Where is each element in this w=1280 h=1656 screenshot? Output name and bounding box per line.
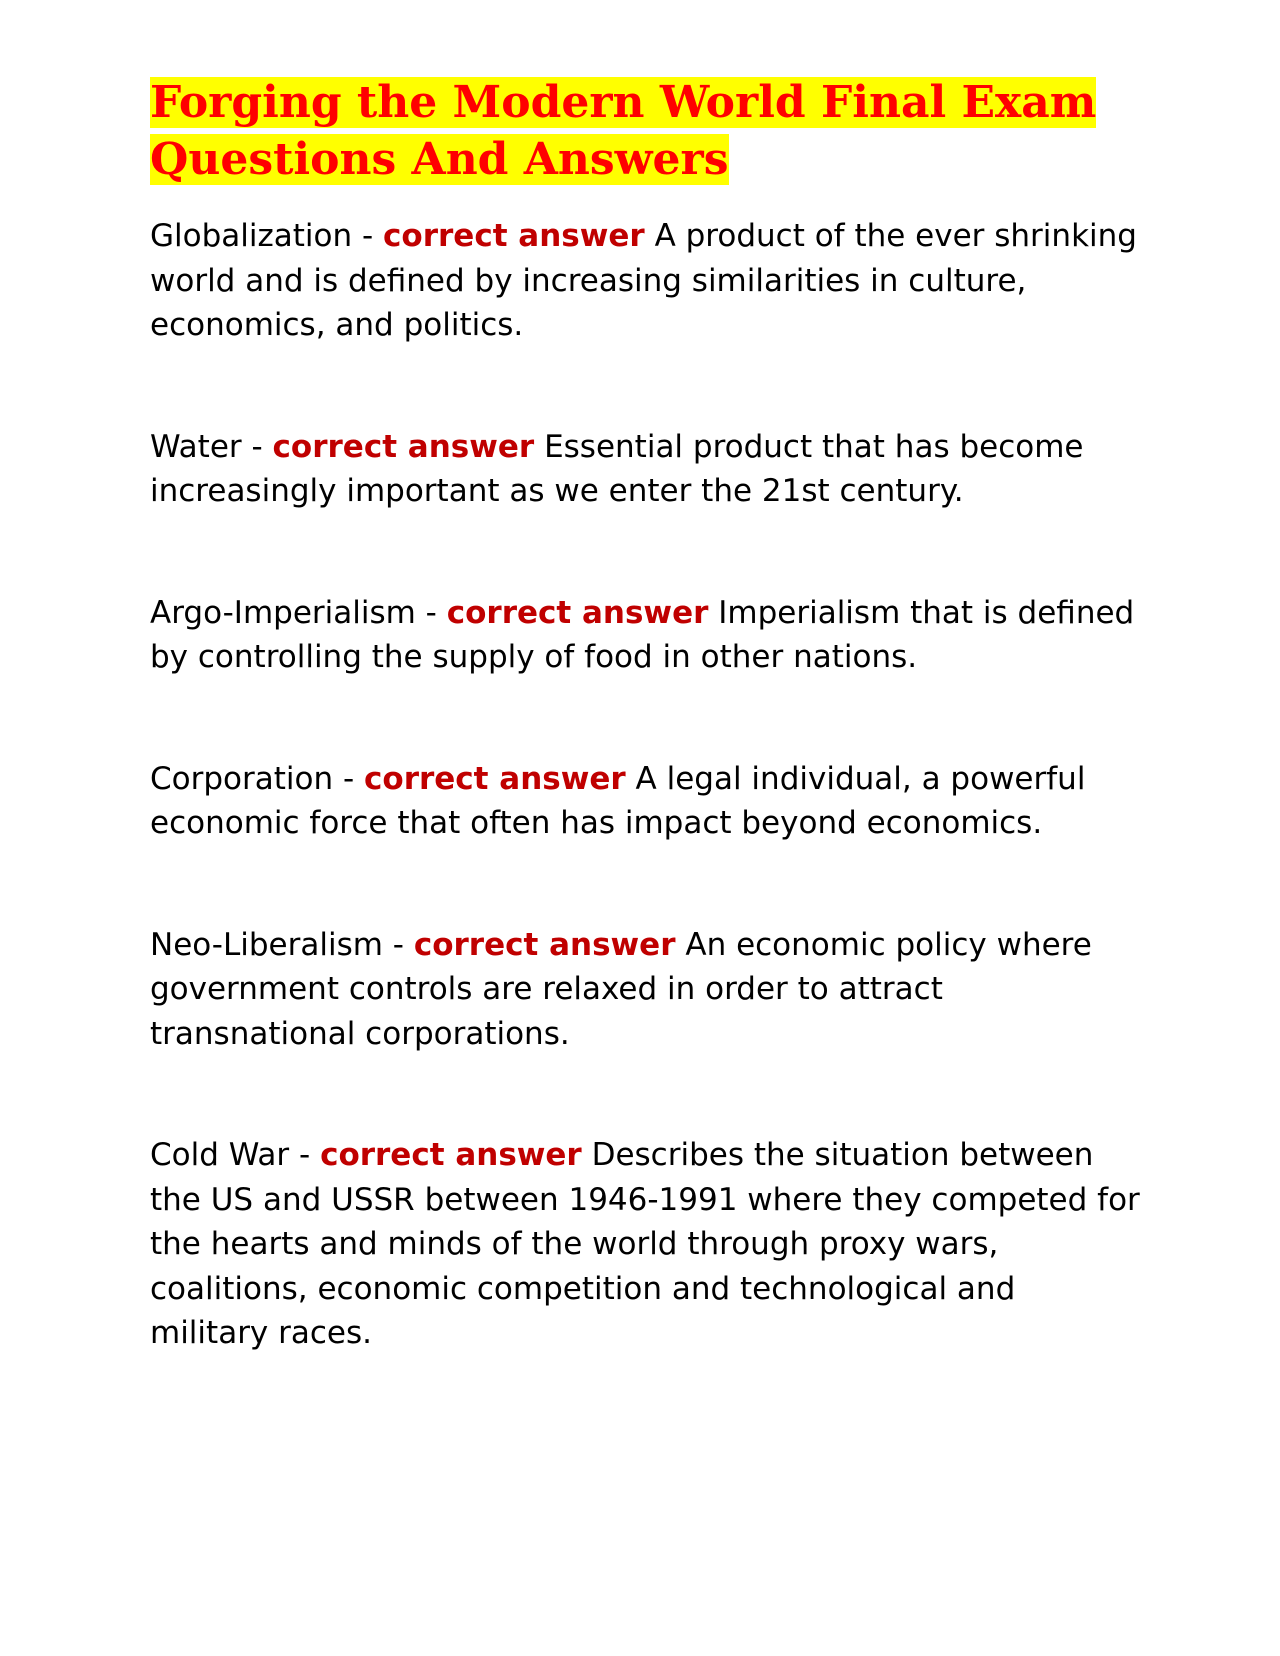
correct-answer-label: correct answer [272,428,535,465]
qa-entry [150,1133,1140,1356]
document-page [150,74,1140,1356]
correct-answer-label: correct answer [320,1137,582,1173]
definition: Describes the situation between the US and USSR between 1946-1991 where they competed for the hearts and minds of the world through proxy wars, coalitions, economic competition and technological and military races. [150,1137,1140,1351]
term: Argo-Imperialism - [150,594,447,631]
definition: A legal individual, a powerful economic force that often has impact beyond economics. [150,760,1086,841]
correct-answer-label: correct answer [446,594,709,631]
correct-answer-label: correct answer [413,926,676,963]
term: Corporation - [150,760,365,797]
correct-answer-label: correct answer [364,760,626,797]
correct-answer-label: correct answer [383,218,645,254]
definition: A product of the ever shrinking world and is defined by increasing similarities in culture, economics, and politics. [150,218,1137,343]
definition: Imperialism that is defined by controlling the supply of food in other nations. [150,594,1135,675]
document-title: Forging the Modern World Final Exam Questions And Answers [150,77,1097,185]
qa-entry [150,214,1140,348]
definition: An economic policy where government controls are relaxed in order to attract transnational corporations. [150,926,1092,1052]
qa-entry [150,757,1140,846]
definition: Essential product that has become increasingly important as we enter the 21st century. [150,428,1084,509]
term: Cold War - [150,1137,321,1173]
qa-entry [150,591,1140,680]
qa-entry [150,923,1140,1057]
term: Neo-Liberalism - [150,926,414,963]
qa-entry [150,425,1140,514]
term: Globalization - [150,218,384,254]
term: Water - [150,428,273,465]
entries-list [150,214,1140,1356]
